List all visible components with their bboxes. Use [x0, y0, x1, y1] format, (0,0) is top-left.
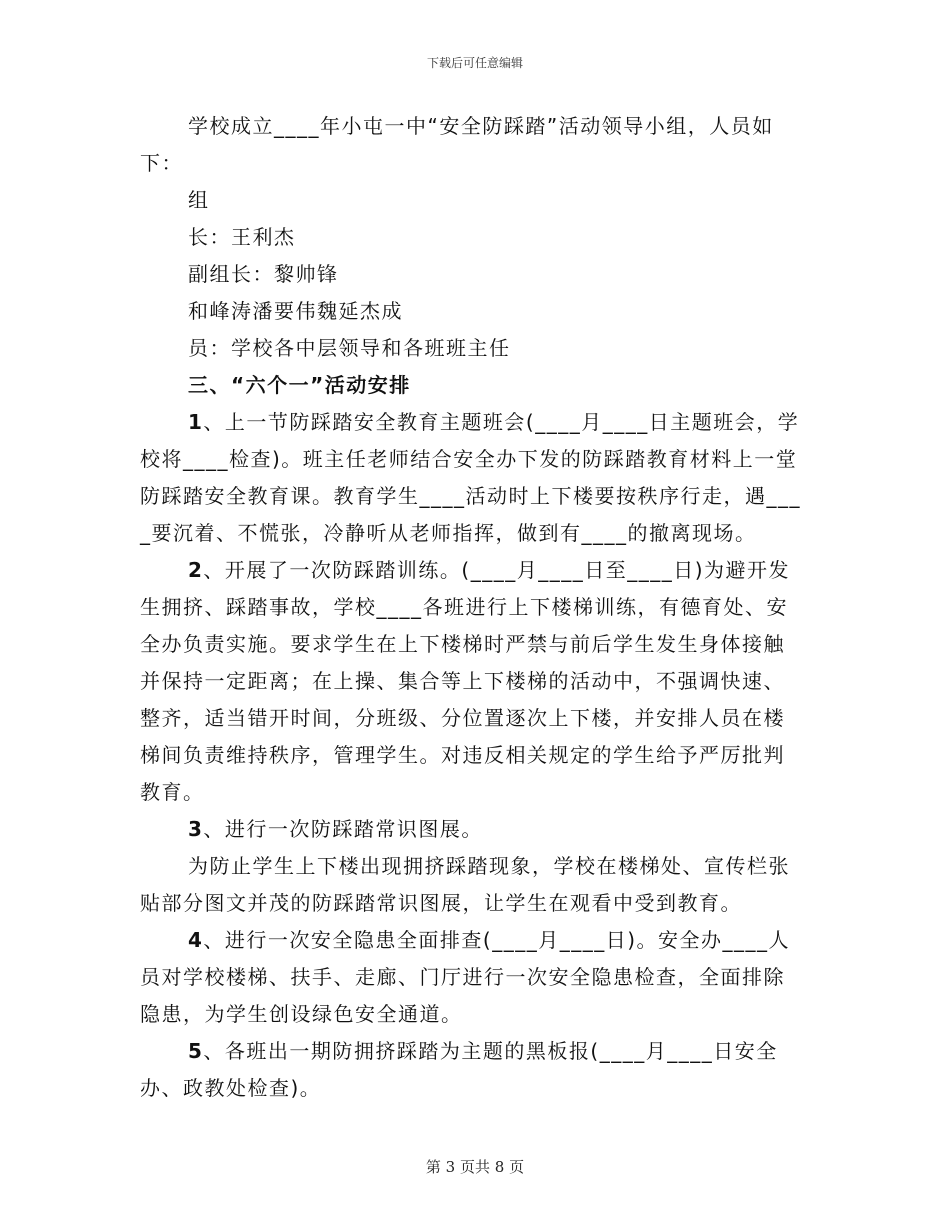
page-header: 下载后可任意编辑: [426, 56, 523, 70]
item-number: 3: [188, 817, 204, 841]
paragraph-deputy-leader: 副组长：黎帅锋: [188, 262, 339, 286]
numbered-item-5: [140, 1033, 806, 1107]
document-body: [140, 108, 806, 1107]
numbered-item-4: [140, 922, 806, 1033]
item-number: 1: [188, 410, 204, 434]
item-text: 、开展了一次防踩踏训练。(____月____日至____日)为避开发生拥挤、踩踏事故，学校____各班进行上下楼梯训练，有德育处、安全办负责实施。要求学生在上下楼梯时严禁与前后学生发生身体接触并保持一定距离；在上操、集合等上下楼梯的活动中，不强调快速、整齐，适当错开时间，分班级、分位置逐次上下楼，并安排人员在楼梯间负责维持秩序，管理学生。对违反相关规定的学生给予严厉批判教育。: [140, 558, 791, 804]
paragraph-zu: 组: [188, 188, 210, 212]
item-number: 4: [188, 928, 204, 952]
paragraph-leadership-group: 学校成立____年小屯一中“安全防踩踏”活动领导小组，人员如下：: [140, 114, 774, 175]
item-text: 、进行一次防踩踏常识图展。: [203, 817, 483, 841]
section-heading: 三、“六个一”活动安排: [188, 373, 411, 397]
numbered-item-2: [140, 552, 806, 811]
item-text: 、各班出一期防拥挤踩踏为主题的黑板报(____月____日安全办、政教处检查)。: [140, 1039, 778, 1100]
paragraph-image-exhibit: 为防止学生上下楼出现拥挤踩踏现象，学校在楼梯处、宣传栏张贴部分图文并茂的防踩踏常识图展，让学生在观看中受到教育。: [140, 854, 790, 915]
numbered-item-1: [140, 404, 806, 552]
numbered-item-3: [140, 811, 806, 848]
paragraph-members-names: 和峰涛潘要伟魏延杰成: [188, 299, 403, 323]
item-number: 5: [188, 1039, 204, 1063]
page-footer: 第 3 页共 8 页: [425, 1158, 525, 1176]
paragraph-group-leader: 长：王利杰: [188, 225, 296, 249]
item-number: 2: [188, 558, 204, 582]
item-text: 、进行一次安全隐患全面排查(____月____日)。安全办____人员对学校楼梯、扶手、走廊、门厅进行一次安全隐患检查，全面排除隐患，为学生创设绿色安全通道。: [140, 928, 791, 1026]
paragraph-members: 员：学校各中层领导和各班班主任: [188, 336, 511, 360]
item-text: 、上一节防踩踏安全教育主题班会(____月____日主题班会，学校将____检查)。班主任老师结合安全办下发的防踩踏教育材料上一堂防踩踏安全教育课。教育学生____活动时上下楼要按秩序行走，遇____要沉着、不慌张，冷静听从老师指挥，做到有____的撤离现场。: [140, 410, 801, 545]
